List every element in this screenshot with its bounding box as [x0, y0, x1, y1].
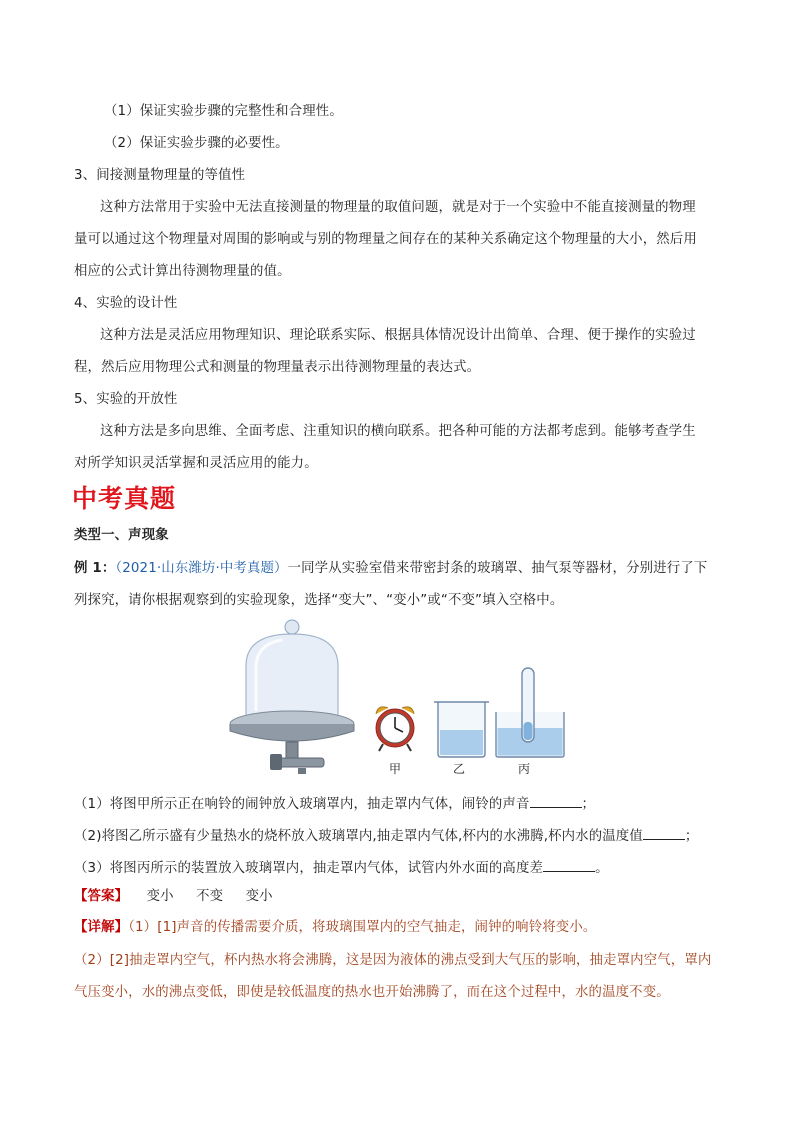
answer-blank: [530, 795, 582, 808]
answer-line: [74, 889, 724, 905]
question-2: [74, 827, 724, 845]
punctuation: 。: [595, 861, 609, 876]
question-3-text: （3）将图丙所示的装置放入玻璃罩内，抽走罩内气体，试管内外水面的高度差: [74, 861, 544, 876]
answer-value: 不变: [196, 889, 224, 904]
text-line: 这种方法是灵活应用物理知识、理论联系实际、根据具体情况设计出简单、合理、便于操作的实验过: [100, 328, 696, 343]
answer-value: 变小: [245, 889, 273, 904]
detail-line-3: 气压变小，水的沸点变低，即使是较低温度的热水也开始沸腾了，而在这个过程中，水的温度不变。: [74, 985, 670, 1000]
text-line: 5、实验的开放性: [74, 392, 178, 407]
caption-jia: 甲: [389, 762, 402, 776]
text-line: 4、实验的设计性: [74, 296, 178, 311]
text-line: 这种方法是多向思维、全面考虑、注重知识的横向联系。把各种可能的方法都考虑到。能够考查学生: [100, 424, 696, 439]
text-line: 对所学知识灵活掌握和灵活应用的能力。: [74, 456, 318, 471]
example-label: 例 1：: [74, 561, 116, 576]
alarm-clock-icon: [376, 707, 414, 751]
beaker-icon: [434, 702, 489, 757]
caption-bing: 丙: [518, 762, 531, 776]
test-tube-in-water-icon: [496, 668, 564, 757]
question-1: [74, 795, 724, 813]
text-line: 量可以通过这个物理量对周围的影响或与别的物理量之间存在的某种关系确定这个物理量的大小，然后用: [74, 232, 697, 247]
detail-tag: 【详解】: [74, 920, 129, 935]
text-line: 这种方法常用于实验中无法直接测量的物理量的取值问题，就是对于一个实验中不能直接测量的物理: [100, 200, 696, 215]
punctuation: ；: [581, 797, 596, 812]
answer-value: 变小: [146, 889, 174, 904]
example-line-1: [74, 561, 724, 577]
text-line: （2）保证实验步骤的必要性。: [104, 136, 289, 151]
detail-line-1: [74, 920, 724, 936]
question-3: [74, 859, 724, 877]
detail-line-2: （2）[2]抽走罩内空气，杯内热水将会沸腾，这是因为液体的沸点受到大气压的影响，抽走罩内空气，罩内: [74, 953, 712, 968]
text-line: 3、间接测量物理量的等值性: [74, 168, 246, 183]
type-title: 类型一、声现象: [74, 528, 169, 543]
punctuation: ；: [684, 829, 699, 844]
text-line: 程，然后应用物理公式和测量的物理量表示出待测物理量的表达式。: [74, 360, 481, 375]
bell-jar-icon: [230, 620, 354, 774]
example-source: （2021·山东潍坊·中考真题）: [115, 561, 288, 576]
text-line: 相应的公式计算出待测物理量的值。: [74, 264, 291, 279]
text-line: （1）保证实验步骤的完整性和合理性。: [104, 104, 343, 119]
detail-text: （1）[1]声音的传播需要介质，将玻璃围罩内的空气抽走，闹钟的响铃将变小。: [128, 920, 597, 935]
answer-blank: [643, 827, 685, 840]
answer-blank: [543, 859, 595, 872]
example-text: 一同学从实验室借来带密封条的玻璃罩、抽气泵等器材，分别进行了下: [287, 561, 708, 576]
section-heading: 中考真题: [72, 484, 177, 513]
example-line-2: 列探究，请你根据观察到的实验现象，选择“变大”、“变小”或“不变”填入空格中。: [74, 593, 564, 608]
question-2-text: （2)将图乙所示盛有少量热水的烧杯放入玻璃罩内,抽走罩内气体,杯内的水沸腾,杯内水的温度值: [74, 829, 643, 844]
experiment-figure: [226, 616, 566, 786]
caption-yi: 乙: [453, 762, 466, 776]
answer-tag: 【答案】: [74, 889, 129, 904]
question-1-text: （1）将图甲所示正在响铃的闹钟放入玻璃罩内，抽走罩内气体，闹铃的声音: [74, 797, 530, 812]
